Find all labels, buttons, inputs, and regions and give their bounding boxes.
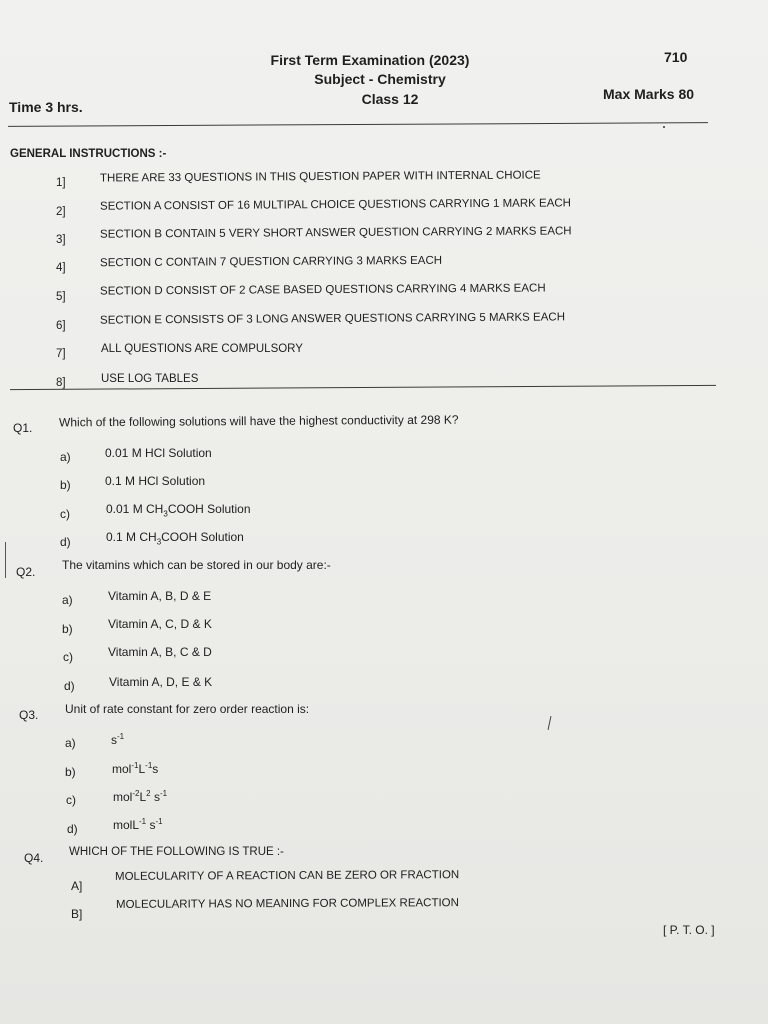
option-text: $mol^{-1}L^{-1}s$ [112,761,159,776]
option-text: MOLECULARITY OF A REACTION CAN BE ZERO OR FRACTION [114,869,460,883]
instruction-number: 5] [56,291,66,303]
option-label: a) [60,450,71,464]
instruction-text: ALL QUESTIONS ARE COMPULSORY [101,343,303,355]
instruction-text: SECTION A CONSIST OF 16 MULTIPAL CHOICE QUESTIONS CARRYING 1 MARK EACH [99,197,572,213]
option-label: d) [67,822,78,836]
question-number: Q3. [19,708,39,722]
option-text: Vitamin A, D, E & K [109,675,213,689]
exam-title: First Term Examination (2023) [270,52,470,68]
option-text: molL$^{-1}$ $s^{-1}$ [113,817,163,832]
instructions-divider [10,385,716,390]
question-number: Q1. [13,421,33,435]
pen-tick-mark [548,716,552,730]
option-text: 0.01 M HCl Solution [105,446,212,460]
instructions-heading: GENERAL INSTRUCTIONS :- [10,148,167,160]
option-label: d) [60,535,71,549]
time-label: Time 3 hrs. [9,99,83,115]
question-number: Q2. [16,565,36,579]
instruction-number: 6] [56,320,66,332]
option-label: B] [71,907,83,921]
option-label: b) [60,478,71,492]
instruction-number: 1] [56,177,66,189]
class-label: Class 12 [361,91,419,107]
question-text: Which of the following solutions will have the highest conductivity at 298 K? [58,412,459,430]
option-label: c) [60,507,70,521]
instruction-number: 8] [56,377,66,389]
option-text: $s^{-1}$ [111,732,125,747]
option-text: MOLECULARITY HAS NO MEANING FOR COMPLEX REACTION [115,897,459,911]
instruction-text: SECTION D CONSIST OF 2 CASE BASED QUESTIONS CARRYING 4 MARKS EACH [99,282,546,298]
option-text: 0.1 M $CH_3COOH$ Solution [106,530,244,547]
instruction-text: USE LOG TABLES [101,373,199,385]
option-label: a) [62,593,73,607]
question-text: Unit of rate constant for zero order reaction is: [65,702,310,716]
ink-dot [663,126,665,128]
option-text: 0.01 M $CH_3COOH$ Solution [106,502,251,519]
instruction-number: 7] [56,348,66,360]
option-text: Vitamin A, B, D & E [108,589,212,603]
margin-pen-mark [5,542,6,578]
paper-code: 710 [664,49,688,65]
instruction-number: 2] [56,206,66,218]
pto-label: [ P. T. O. ] [663,923,715,937]
instruction-text: SECTION C CONTAIN 7 QUESTION CARRYING 3 MARKS EACH [99,254,443,270]
question-text: WHICH OF THE FOLLOWING IS TRUE :- [69,846,284,858]
instruction-number: 3] [56,234,66,246]
option-label: d) [64,679,75,693]
option-label: b) [62,622,73,636]
option-text: Vitamin A, B, C & D [108,645,212,659]
option-text: $mol^{-2}L^2$ $s^{-1}$ [113,789,168,804]
question-text: The vitamins which can be stored in our body are:- [62,558,331,572]
option-label: c) [66,793,76,807]
question-number: Q4. [24,851,44,865]
max-marks-label: Max Marks 80 [603,86,695,102]
option-label: b) [65,765,76,779]
instruction-text: SECTION B CONTAIN 5 VERY SHORT ANSWER QUESTION CARRYING 2 MARKS EACH [99,225,572,241]
option-label: a) [65,736,76,750]
instruction-text: THERE ARE 33 QUESTIONS IN THIS QUESTION PAPER WITH INTERNAL CHOICE [99,169,541,185]
instruction-text: SECTION E CONSISTS OF 3 LONG ANSWER QUESTIONS CARRYING 5 MARKS EACH [99,311,566,327]
option-label: c) [63,650,73,664]
option-text: Vitamin A, C, D & K [108,617,212,631]
option-text: 0.1 M HCl Solution [105,474,206,488]
instruction-number: 4] [56,262,66,274]
option-label: A] [71,879,83,893]
subject-label: Subject - Chemistry [314,71,446,87]
header-divider [8,122,708,127]
